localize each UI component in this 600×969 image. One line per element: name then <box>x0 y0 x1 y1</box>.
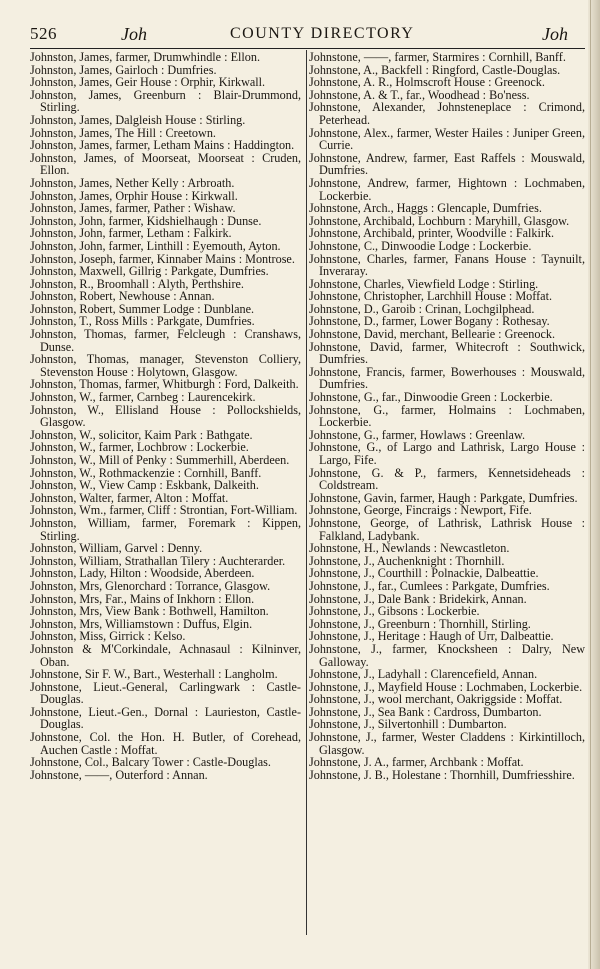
directory-entry: Johnston, James, Orphir House : Kirkwall. <box>30 188 238 203</box>
directory-entry: Johnstone, D., farmer, Lower Bogany : Rothesay. <box>309 314 550 329</box>
directory-entry: Johnston, John, farmer, Letham : Falkirk. <box>30 226 232 241</box>
directory-entry: Johnston, Thomas, farmer, Whitburgh : Ford, Dalkeith. <box>30 377 299 392</box>
page-gutter-line <box>590 0 591 969</box>
directory-entry: Johnston, James, Dalgleish House : Stirling. <box>30 112 246 127</box>
directory-entry: Johnstone, J., Silvertonhill : Dumbarton. <box>309 717 507 732</box>
directory-entry: Johnstone, Charles, farmer, Fanans House : Taynuilt, Inveraray. <box>309 251 585 279</box>
directory-entry: Johnstone, J., Courthill : Polnackie, Dalbeattie. <box>309 566 539 581</box>
directory-entry: Johnstone, Alexander, Johnsteneplace : Crimond, Peterhead. <box>309 100 585 127</box>
page-number: 526 <box>30 24 57 43</box>
directory-entry: Johnston, Miss, Girrick : Kelso. <box>30 629 186 644</box>
directory-entry: Johnstone, G. & P., farmers, Kennetsideheads : Coldstream. <box>309 465 585 493</box>
directory-entry: Johnstone, J., Gibsons : Lockerbie. <box>309 604 480 619</box>
directory-entry: Johnston, Thomas, manager, Stevenston Colliery, Stevenston House : Holytown, Glasgow. <box>30 352 301 379</box>
directory-entry: Johnston, Joseph, farmer, Kinnaber Mains : Montrose. <box>30 251 295 266</box>
directory-entry: Johnston, John, farmer, Linthill : Eyemouth, Ayton. <box>30 238 281 253</box>
directory-entry: Johnston, R., Broomhall : Alyth, Perthshire. <box>30 276 244 291</box>
directory-entry: Johnstone, Alex., farmer, Wester Hailes : Juniper Green, Currie. <box>309 125 585 153</box>
directory-entry: Johnstone, J., Sea Bank : Cardross, Dumbarton. <box>309 704 542 719</box>
directory-entry: Johnston, Robert, Newhouse : Annan. <box>30 289 215 304</box>
directory-entry: Johnston, W., View Camp : Eskbank, Dalkeith. <box>30 478 259 493</box>
directory-entry: Johnston, Robert, Summer Lodge : Dunblane. <box>30 301 255 316</box>
directory-entry: Johnston, Mrs, Williamstown : Duffus, Elgin. <box>30 616 253 631</box>
directory-entry: Johnston, W., solicitor, Kaim Park : Bathgate. <box>30 427 253 442</box>
directory-entry: Johnstone, Col., Balcary Tower : Castle-Douglas. <box>30 755 271 770</box>
directory-entry: Johnstone, J., Heritage : Haugh of Urr, Dalbeattie. <box>309 629 554 644</box>
directory-entry: Johnstone, G., farmer, Holmains : Lochmaben, Lockerbie. <box>309 402 585 430</box>
directory-entry: Johnston, Mrs, View Bank : Bothwell, Hamilton. <box>30 604 269 619</box>
directory-entry: Johnston, Maxwell, Gillrig : Parkgate, Dumfries. <box>30 264 269 279</box>
directory-entry: Johnstone, J., Ladyhall : Clarencefield, Annan. <box>309 667 538 682</box>
directory-entry: Johnstone, Francis, farmer, Bowerhouses : Mouswald, Dumfries. <box>309 364 585 392</box>
directory-entry: Johnston, James, Gairloch : Dumfries. <box>30 62 217 77</box>
directory-entry: Johnstone, Lieut.-General, Carlingwark : Castle-Douglas. <box>30 679 301 707</box>
directory-entry: Johnston, Wm., farmer, Cliff : Strontian, Fort-William. <box>30 503 298 518</box>
header-rule <box>30 48 585 49</box>
directory-entry: Johnstone, G., farmer, Howlaws : Greenlaw. <box>309 427 526 442</box>
directory-entry: Johnston, T., Ross Mills : Parkgate, Dumfries. <box>30 314 255 329</box>
directory-entry: Johnston, James, Nether Kelly : Arbroath. <box>30 175 235 190</box>
directory-entry: Johnstone, D., Garoib : Crinan, Lochgilphead. <box>309 301 535 316</box>
directory-entry: Johnston, John, farmer, Kidshielhaugh : Dunse. <box>30 213 262 228</box>
directory-entry: Johnstone, J., far., Cumlees : Parkgate, Dumfries. <box>309 578 550 593</box>
directory-entry: Johnstone, Gavin, farmer, Haugh : Parkgate, Dumfries. <box>309 490 578 505</box>
directory-entry: Johnston, Mrs, Far., Mains of Inkhorn : Ellon. <box>30 591 255 606</box>
directory-entry: Johnston, Walter, farmer, Alton : Moffat. <box>30 490 229 505</box>
directory-entry: Johnstone, J., Mayfield House : Lochmaben, Lockerbie. <box>309 679 583 694</box>
directory-entry: Johnstone, J., Dale Bank : Bridekirk, Annan. <box>309 591 527 606</box>
directory-entry: Johnstone, J., farmer, Wester Claddens : Kirkintilloch, Glasgow. <box>309 730 585 757</box>
directory-entry: Johnston, W., Ellisland House : Pollockshields, Glasgow. <box>30 402 301 430</box>
directory-entry: Johnstone, A. R., Holmscroft House : Greenock. <box>309 75 545 90</box>
directory-entry: Johnston, Thomas, farmer, Felcleugh : Cranshaws, Dunse. <box>30 327 301 354</box>
left-column <box>30 51 301 781</box>
directory-entry: Johnstone, Christopher, Larchhill House : Moffat. <box>309 289 552 304</box>
directory-entry: Johnston, James, of Moorseat, Moorseat : Cruden, Ellon. <box>30 150 301 178</box>
directory-entry: Johnstone, J., farmer, Knocksheen : Dalry, New Galloway. <box>309 641 585 669</box>
directory-entry: Johnstone, Andrew, farmer, Hightown : Lochmaben, Lockerbie. <box>309 175 585 203</box>
directory-entry: Johnston, William, farmer, Foremark : Kippen, Stirling. <box>30 515 301 543</box>
directory-entry: Johnstone, George, Fincraigs : Newport, Fife. <box>309 503 532 518</box>
left-running-head: Joh <box>121 24 147 44</box>
directory-entry: Johnstone, ——, Outerford : Annan. <box>30 767 208 782</box>
directory-entry: Johnston, Lady, Hilton : Woodside, Aberdeen. <box>30 566 255 581</box>
directory-entry: Johnstone, J., Greenburn : Thornhill, Stirling. <box>309 616 531 631</box>
directory-entry: Johnstone, Lieut.-Gen., Dornal : Laurieston, Castle-Douglas. <box>30 704 301 732</box>
directory-entry: Johnston, James, farmer, Letham Mains : Haddington. <box>30 138 295 153</box>
column-divider <box>306 50 307 935</box>
directory-entry: Johnston, W., farmer, Carnbeg : Laurencekirk. <box>30 390 256 405</box>
directory-entry: Johnston, W., Mill of Penky : Summerhill, Aberdeen. <box>30 453 290 467</box>
directory-entry: Johnstone, David, merchant, Bellearie : Greenock. <box>309 327 556 342</box>
directory-entry: Johnstone, C., Dinwoodie Lodge : Lockerbie. <box>309 238 532 253</box>
directory-entry: Johnston, W., Rothmackenzie : Cornhill, Banff. <box>30 465 262 480</box>
directory-entry: Johnstone, G., of Largo and Lathrisk, Largo House : Largo, Fife. <box>309 440 585 467</box>
directory-entry: Johnstone, Andrew, farmer, East Raffels : Mouswald, Dumfries. <box>309 150 585 178</box>
directory-entry: Johnstone, J. A., farmer, Archbank : Moffat. <box>309 755 524 770</box>
directory-entry: Johnstone, Archibald, Lochburn : Maryhill, Glasgow. <box>309 213 570 228</box>
directory-entry: Johnstone, Arch., Haggs : Glencaple, Dumfries. <box>309 201 542 216</box>
directory-entry: Johnstone, Charles, Viewfield Lodge : Stirling. <box>309 276 539 291</box>
directory-entry: Johnstone, A. & T., far., Woodhead : Bo'ness. <box>309 87 530 102</box>
right-running-head: Joh <box>542 24 568 44</box>
directory-entry: Johnston, James, Geir House : Orphir, Kirkwall. <box>30 75 266 90</box>
right-column <box>309 51 585 781</box>
directory-entry: Johnston, James, The Hill : Creetown. <box>30 125 216 140</box>
directory-entry: Johnstone, George, of Lathrisk, Lathrisk House : Falkland, Ladybank. <box>309 515 585 543</box>
directory-entry: Johnstone, Sir F. W., Bart., Westerhall : Langholm. <box>30 667 278 682</box>
directory-entry: Johnstone, H., Newlands : Newcastleton. <box>309 541 510 556</box>
directory-entry: Johnston, James, Greenburn : Blair-Drummond, Stirling. <box>30 87 301 115</box>
directory-entry: Johnstone, Archibald, printer, Woodville : Falkirk. <box>309 226 555 241</box>
directory-entry: Johnston, James, farmer, Drumwhindle : Ellon. <box>30 50 261 64</box>
directory-entry: Johnstone, A., Backfell : Ringford, Castle-Douglas. <box>309 62 561 77</box>
directory-entry: Johnstone, G., far., Dinwoodie Green : Lockerbie. <box>309 390 553 405</box>
directory-entry: Johnstone, J., wool merchant, Oakriggside : Moffat. <box>309 692 563 707</box>
directory-entry: Johnston, William, Garvel : Denny. <box>30 541 203 556</box>
directory-entry: Johnstone, J. B., Holestane : Thornhill, Dumfriesshire. <box>309 767 575 782</box>
page-title: COUNTY DIRECTORY <box>230 25 415 42</box>
running-header <box>30 24 586 48</box>
directory-entry: Johnston, William, Strathallan Tilery : Auchterarder. <box>30 553 286 568</box>
directory-entry: Johnston, Mrs, Glenorchard : Torrance, Glasgow. <box>30 578 271 593</box>
directory-entry: Johnston, James, farmer, Pather : Wishaw. <box>30 201 236 216</box>
directory-entry: Johnstone, J., Auchenknight : Thornhill. <box>309 553 505 568</box>
directory-entry: Johnston & M'Corkindale, Achnasaul : Kilninver, Oban. <box>30 641 301 669</box>
directory-entry: Johnstone, Col. the Hon. H. Butler, of Corehead, Auchen Castle : Moffat. <box>30 730 301 757</box>
directory-entry: Johnstone, David, farmer, Whitecroft : Southwick, Dumfries. <box>309 339 585 367</box>
directory-entry: Johnston, W., farmer, Lochbrow : Lockerbie. <box>30 440 249 455</box>
directory-entry: Johnstone, ——, farmer, Starmires : Cornhill, Banff. <box>309 50 566 64</box>
